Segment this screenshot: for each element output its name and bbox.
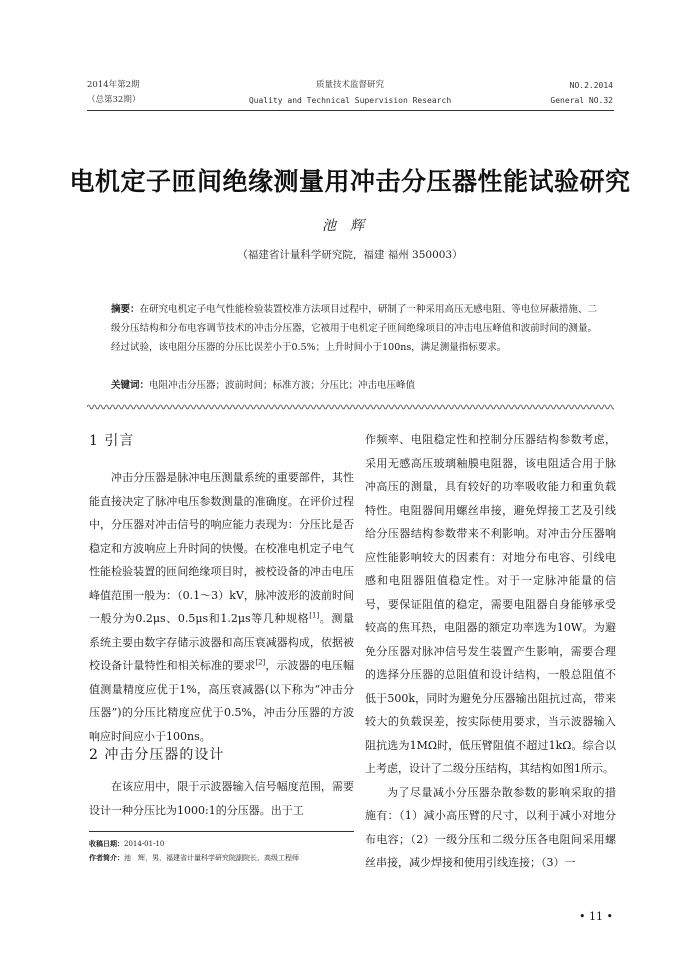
abstract	[111, 300, 597, 357]
abstract-text: 在研究电机定子电气性能检验装置校准方法项目过程中，研制了一种采用高压无感电阻、等电位屏蔽措施、二级分压结构和分布电容调节技术的冲击分压器，它被用于电机定子匝间绝缘项目的冲击电压峰值和波前时间的测量。经过试验，该电阻分压器的分压比误差小于0.5%；上升时间小于100ns，满足测量指标要求。	[111, 304, 597, 353]
header-divider	[87, 110, 614, 111]
author-bio	[89, 852, 299, 864]
author-bio-label: 作者简介：	[89, 854, 124, 862]
total-issue-number: （总第32期）	[87, 95, 141, 105]
section-1-heading: 1 引言	[89, 433, 135, 449]
left-column	[89, 466, 354, 748]
citation-1: [1]	[309, 611, 320, 620]
wavy-divider	[87, 402, 614, 412]
paragraph-intro	[89, 466, 354, 748]
received-value: 2014-01-10	[124, 840, 165, 848]
section-2-heading: 2 冲击分压器的设计	[89, 747, 225, 763]
journal-name-en: Quality and Technical Supervision Research	[248, 96, 452, 105]
right-column	[365, 428, 616, 875]
journal-volume	[550, 78, 613, 108]
footnote-divider	[89, 831, 354, 832]
keywords	[111, 376, 597, 395]
paragraph-design: 在该应用中，限于示波器输入信号幅度范围，需要设计一种分压比为1000:1的分压器。出于工	[89, 780, 354, 817]
article-author: 池辉	[322, 218, 378, 234]
intro-text-part-2: 。测量系统主要由数字存储示波器和高压衰减器构成，依据被校设备计量特性和相关标准的要求	[89, 612, 354, 672]
journal-name-cn: 质量技术监督研究	[315, 80, 384, 90]
paragraph-design-continued: 作频率、电阻稳定性和控制分压器结构参数考虑，采用无感高压玻璃釉膜电阻器，该电阻适合用于脉冲高压的测量，具有较好的功率吸收能力和重负载特性。电阻器间用螺丝串接，避免焊接工艺及引线给分压器结构参数带来不利影响。对冲击分压器响应性能影响较大的因素有：对地分布电容、引线电感和电阻器阻值稳定性。对于一定脉冲能量的信号，要保证阻值的稳定，需要电阻器自身能够承受较高的焦耳热，电阻器的额定功率选为10W。为避免分压器对脉冲信号发生装置产生影响，需要合理的选择分压器的总阻值和设计结构，一般总阻值不低于500k，同时为避免分压器输出阻抗过高，带来较大的负载误差，按实际使用要求，当示波器输入阻抗选为1MΩ时，低压臂阻值不超过1kΩ。综合以上考虑，设计了二级分压结构，其结构如图1所示。	[365, 433, 616, 775]
citation-2: [2]	[255, 658, 266, 667]
paragraph-measures: 为了尽量减小分压器杂散参数的影响采取的措施有：（1）减小高压臂的尺寸，以利于减小对地分布电容；（2）一级分压和二级分压各电阻间采用螺丝串接，减少焊接和使用引线连接；（3）一	[365, 785, 616, 869]
volume-number: NO.2.2014	[569, 81, 613, 90]
left-column-lower	[89, 775, 354, 822]
intro-text-part-1: 冲击分压器是脉冲电压测量系统的重要部件，其性能直接决定了脉冲电压参数测量的准确度。在评价过程中，分压器对冲击信号的响应能力表现为：分压比是否稳定和方波响应上升时间的快慢。在校准电机定子电气性能检验装置的匝间绝缘项目时，被校设备的冲击电压峰值范围一般为：（0.1～3）kV，脉冲波形的波前时间一般分为0.2μs、0.5μs和1.2μs等几种规格	[89, 471, 354, 625]
abstract-label: 摘要：	[111, 304, 140, 315]
keywords-label: 关键词：	[111, 380, 150, 391]
author-bio-value: 池 辉，男，福建省计量科学研究院副院长，高级工程师	[124, 854, 299, 862]
received-date	[89, 838, 164, 850]
author-affiliation: （福建省计量科学研究院，福建 福州 350003）	[237, 249, 463, 261]
keywords-text: 电阻冲击分压器；波前时间；标准方波；分压比；冲击电压峰值	[149, 380, 416, 391]
article-title: 电机定子匝间绝缘测量用冲击分压器性能试验研究	[69, 167, 631, 196]
received-label: 收稿日期：	[89, 840, 124, 848]
intro-text-part-3: ，示波器的电压幅值测量精度应优于1%，高压衰减器(以下称为“冲击分压器”)的分压比精度应优于0.5%，冲击分压器的方波响应时间应小于100ns。	[89, 659, 355, 743]
page-number: • 11 •	[579, 910, 613, 923]
general-number: General NO.32	[550, 96, 613, 105]
issue-number: 2014年第2期	[87, 80, 140, 90]
